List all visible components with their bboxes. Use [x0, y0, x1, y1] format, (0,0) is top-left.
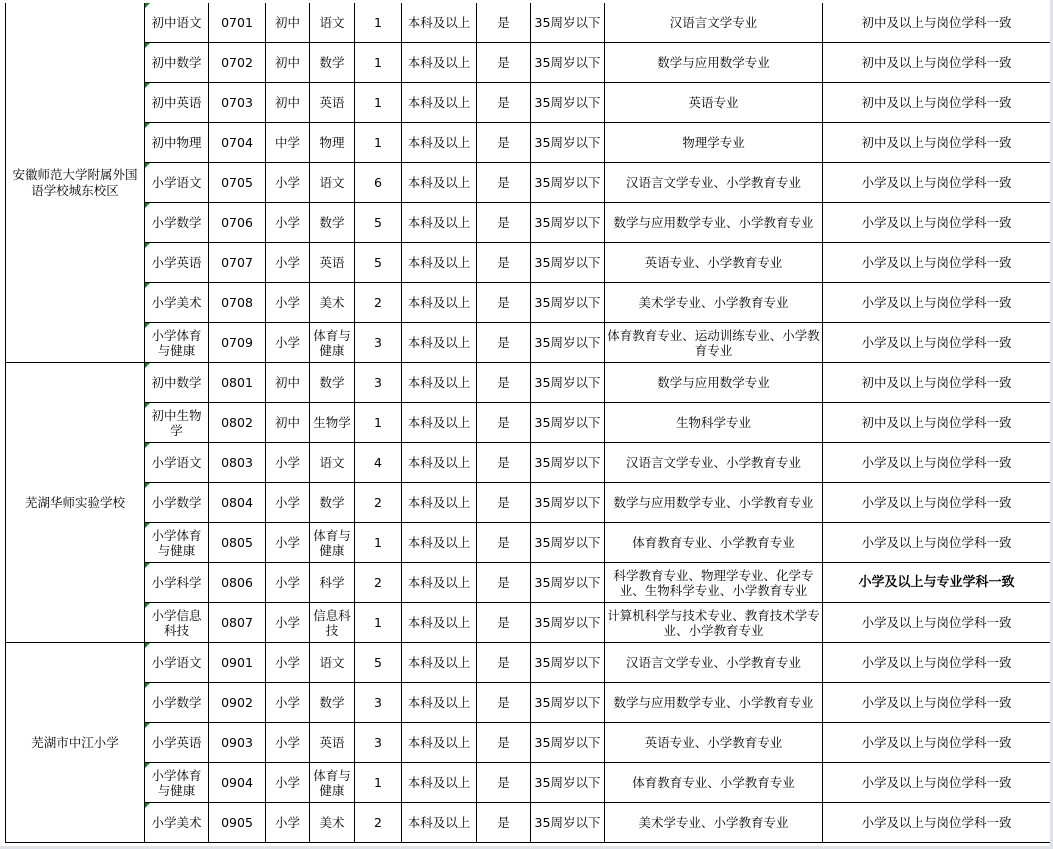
code-cell[interactable]: 0805 [209, 523, 266, 563]
age-cell[interactable]: 35周岁以下 [531, 643, 605, 683]
education-cell[interactable]: 本科及以上 [402, 283, 477, 323]
subject-cell[interactable]: 信息科技 [310, 603, 355, 643]
subject-cell[interactable]: 语文 [310, 3, 355, 43]
education-cell[interactable]: 本科及以上 [402, 43, 477, 83]
major-cell[interactable]: 数学与应用数学专业 [605, 43, 823, 83]
degree-cell[interactable]: 是 [477, 323, 531, 363]
code-cell[interactable]: 0705 [209, 163, 266, 203]
age-cell[interactable]: 35周岁以下 [531, 243, 605, 283]
certificate-cell[interactable]: 小学及以上与岗位学科一致 [823, 483, 1051, 523]
post-cell[interactable]: 小学体育与健康 [145, 763, 209, 803]
recruitment-table [5, 2, 1051, 843]
post-cell[interactable]: 初中物理 [145, 123, 209, 163]
level-cell[interactable]: 初中 [266, 3, 310, 43]
code-cell[interactable]: 0701 [209, 3, 266, 43]
age-cell[interactable]: 35周岁以下 [531, 43, 605, 83]
age-cell[interactable]: 35周岁以下 [531, 323, 605, 363]
subject-cell[interactable]: 数学 [310, 43, 355, 83]
certificate-cell[interactable]: 小学及以上与岗位学科一致 [823, 603, 1051, 643]
education-cell[interactable]: 本科及以上 [402, 403, 477, 443]
subject-cell[interactable]: 生物学 [310, 403, 355, 443]
subject-cell[interactable]: 英语 [310, 243, 355, 283]
education-cell[interactable]: 本科及以上 [402, 603, 477, 643]
count-cell[interactable]: 3 [355, 363, 402, 403]
major-cell[interactable]: 汉语言文学专业、小学教育专业 [605, 163, 823, 203]
post-cell[interactable]: 小学体育与健康 [145, 523, 209, 563]
certificate-cell[interactable]: 小学及以上与岗位学科一致 [823, 803, 1051, 843]
subject-cell[interactable]: 语文 [310, 163, 355, 203]
age-cell[interactable]: 35周岁以下 [531, 563, 605, 603]
certificate-cell[interactable]: 初中及以上与岗位学科一致 [823, 123, 1051, 163]
education-cell[interactable]: 本科及以上 [402, 563, 477, 603]
degree-cell[interactable]: 是 [477, 203, 531, 243]
major-cell[interactable]: 汉语言文学专业、小学教育专业 [605, 443, 823, 483]
education-cell[interactable]: 本科及以上 [402, 363, 477, 403]
education-cell[interactable]: 本科及以上 [402, 443, 477, 483]
level-cell[interactable]: 小学 [266, 763, 310, 803]
major-cell[interactable]: 英语专业 [605, 83, 823, 123]
degree-cell[interactable]: 是 [477, 443, 531, 483]
age-cell[interactable]: 35周岁以下 [531, 483, 605, 523]
code-cell[interactable]: 0904 [209, 763, 266, 803]
table-row [6, 243, 1051, 283]
subject-cell[interactable]: 数学 [310, 203, 355, 243]
level-cell[interactable]: 小学 [266, 283, 310, 323]
subject-cell[interactable]: 数学 [310, 363, 355, 403]
education-cell[interactable]: 本科及以上 [402, 323, 477, 363]
major-cell[interactable]: 汉语言文学专业、小学教育专业 [605, 643, 823, 683]
major-cell[interactable]: 数学与应用数学专业、小学教育专业 [605, 683, 823, 723]
education-cell[interactable]: 本科及以上 [402, 643, 477, 683]
degree-cell[interactable]: 是 [477, 763, 531, 803]
subject-cell[interactable]: 美术 [310, 803, 355, 843]
certificate-cell[interactable]: 小学及以上与岗位学科一致 [823, 523, 1051, 563]
post-cell[interactable]: 小学语文 [145, 643, 209, 683]
table-row [6, 83, 1051, 123]
code-cell[interactable]: 0706 [209, 203, 266, 243]
certificate-cell[interactable]: 小学及以上与岗位学科一致 [823, 243, 1051, 283]
code-cell[interactable]: 0707 [209, 243, 266, 283]
degree-cell[interactable]: 是 [477, 243, 531, 283]
school-name-cell[interactable]: 安徽师范大学附属外国语学校城东校区 [6, 3, 145, 363]
post-cell[interactable]: 初中生物学 [145, 403, 209, 443]
education-cell[interactable]: 本科及以上 [402, 723, 477, 763]
code-cell[interactable]: 0806 [209, 563, 266, 603]
count-cell[interactable]: 1 [355, 83, 402, 123]
subject-cell[interactable]: 物理 [310, 123, 355, 163]
certificate-cell[interactable]: 小学及以上与岗位学科一致 [823, 683, 1051, 723]
major-cell[interactable]: 美术学专业、小学教育专业 [605, 803, 823, 843]
code-cell[interactable]: 0901 [209, 643, 266, 683]
degree-cell[interactable]: 是 [477, 163, 531, 203]
count-cell[interactable]: 5 [355, 643, 402, 683]
level-cell[interactable]: 初中 [266, 43, 310, 83]
major-cell[interactable]: 英语专业、小学教育专业 [605, 723, 823, 763]
cut-off-header-edge [0, 0, 1053, 3]
table-row [6, 483, 1051, 523]
age-cell[interactable]: 35周岁以下 [531, 3, 605, 43]
table-row [6, 43, 1051, 83]
school-name-cell[interactable]: 芜湖华师实验学校 [6, 363, 145, 643]
code-cell[interactable]: 0702 [209, 43, 266, 83]
post-cell[interactable]: 小学科学 [145, 563, 209, 603]
age-cell[interactable]: 35周岁以下 [531, 163, 605, 203]
post-cell[interactable]: 小学体育与健康 [145, 323, 209, 363]
subject-cell[interactable]: 数学 [310, 683, 355, 723]
degree-cell[interactable]: 是 [477, 83, 531, 123]
major-cell[interactable]: 体育教育专业、运动训练专业、小学教育专业 [605, 323, 823, 363]
count-cell[interactable]: 2 [355, 483, 402, 523]
education-cell[interactable]: 本科及以上 [402, 683, 477, 723]
subject-cell[interactable]: 语文 [310, 443, 355, 483]
degree-cell[interactable]: 是 [477, 803, 531, 843]
post-cell[interactable]: 小学美术 [145, 283, 209, 323]
degree-cell[interactable]: 是 [477, 43, 531, 83]
post-cell[interactable]: 初中英语 [145, 83, 209, 123]
education-cell[interactable]: 本科及以上 [402, 203, 477, 243]
post-cell[interactable]: 小学美术 [145, 803, 209, 843]
table-row [6, 443, 1051, 483]
code-cell[interactable]: 0708 [209, 283, 266, 323]
degree-cell[interactable]: 是 [477, 723, 531, 763]
major-cell[interactable]: 生物科学专业 [605, 403, 823, 443]
major-cell[interactable]: 计算机科学与技术专业、教育技术学专业、小学教育专业 [605, 603, 823, 643]
level-cell[interactable]: 小学 [266, 243, 310, 283]
age-cell[interactable]: 35周岁以下 [531, 283, 605, 323]
certificate-cell[interactable]: 小学及以上与岗位学科一致 [823, 203, 1051, 243]
subject-cell[interactable]: 体育与健康 [310, 323, 355, 363]
degree-cell[interactable]: 是 [477, 683, 531, 723]
count-cell[interactable]: 3 [355, 323, 402, 363]
subject-cell[interactable]: 英语 [310, 83, 355, 123]
age-cell[interactable]: 35周岁以下 [531, 803, 605, 843]
post-cell[interactable]: 小学数学 [145, 683, 209, 723]
certificate-cell[interactable]: 初中及以上与岗位学科一致 [823, 3, 1051, 43]
age-cell[interactable]: 35周岁以下 [531, 203, 605, 243]
degree-cell[interactable]: 是 [477, 603, 531, 643]
level-cell[interactable]: 中学 [266, 123, 310, 163]
education-cell[interactable]: 本科及以上 [402, 83, 477, 123]
certificate-cell[interactable]: 小学及以上与岗位学科一致 [823, 443, 1051, 483]
subject-cell[interactable]: 体育与健康 [310, 763, 355, 803]
post-cell[interactable]: 初中语文 [145, 3, 209, 43]
level-cell[interactable]: 小学 [266, 163, 310, 203]
table-row [6, 123, 1051, 163]
count-cell[interactable]: 3 [355, 683, 402, 723]
education-cell[interactable]: 本科及以上 [402, 763, 477, 803]
count-cell[interactable]: 1 [355, 603, 402, 643]
subject-cell[interactable]: 体育与健康 [310, 523, 355, 563]
level-cell[interactable]: 小学 [266, 483, 310, 523]
education-cell[interactable]: 本科及以上 [402, 483, 477, 523]
count-cell[interactable]: 1 [355, 123, 402, 163]
post-cell[interactable]: 小学数学 [145, 483, 209, 523]
count-cell[interactable]: 5 [355, 243, 402, 283]
post-cell[interactable]: 小学语文 [145, 163, 209, 203]
certificate-cell[interactable]: 初中及以上与岗位学科一致 [823, 403, 1051, 443]
major-cell[interactable]: 英语专业、小学教育专业 [605, 243, 823, 283]
degree-cell[interactable]: 是 [477, 523, 531, 563]
degree-cell[interactable]: 是 [477, 123, 531, 163]
level-cell[interactable]: 小学 [266, 203, 310, 243]
post-cell[interactable]: 小学英语 [145, 243, 209, 283]
table-row [6, 603, 1051, 643]
age-cell[interactable]: 35周岁以下 [531, 763, 605, 803]
age-cell[interactable]: 35周岁以下 [531, 723, 605, 763]
major-cell[interactable]: 数学与应用数学专业、小学教育专业 [605, 483, 823, 523]
count-cell[interactable]: 6 [355, 163, 402, 203]
certificate-cell[interactable]: 小学及以上与专业学科一致 [823, 563, 1051, 603]
certificate-cell[interactable]: 小学及以上与岗位学科一致 [823, 643, 1051, 683]
count-cell[interactable]: 1 [355, 523, 402, 563]
level-cell[interactable]: 小学 [266, 443, 310, 483]
education-cell[interactable]: 本科及以上 [402, 523, 477, 563]
table-row [6, 803, 1051, 843]
level-cell[interactable]: 小学 [266, 323, 310, 363]
level-cell[interactable]: 小学 [266, 603, 310, 643]
code-cell[interactable]: 0802 [209, 403, 266, 443]
degree-cell[interactable]: 是 [477, 3, 531, 43]
code-cell[interactable]: 0903 [209, 723, 266, 763]
subject-cell[interactable]: 语文 [310, 643, 355, 683]
post-cell[interactable]: 初中数学 [145, 363, 209, 403]
table-row [6, 723, 1051, 763]
table-row [6, 203, 1051, 243]
level-cell[interactable]: 初中 [266, 83, 310, 123]
age-cell[interactable]: 35周岁以下 [531, 683, 605, 723]
level-cell[interactable]: 初中 [266, 363, 310, 403]
education-cell[interactable]: 本科及以上 [402, 3, 477, 43]
table-body [6, 3, 1051, 843]
table-row [6, 683, 1051, 723]
post-cell[interactable]: 小学信息科技 [145, 603, 209, 643]
major-cell[interactable]: 数学与应用数学专业 [605, 363, 823, 403]
age-cell[interactable]: 35周岁以下 [531, 603, 605, 643]
count-cell[interactable]: 2 [355, 563, 402, 603]
major-cell[interactable]: 科学教育专业、物理学专业、化学专业、生物科学专业、小学教育专业 [605, 563, 823, 603]
subject-cell[interactable]: 英语 [310, 723, 355, 763]
table-row [6, 283, 1051, 323]
certificate-cell[interactable]: 小学及以上与岗位学科一致 [823, 163, 1051, 203]
table-row [6, 163, 1051, 203]
age-cell[interactable]: 35周岁以下 [531, 403, 605, 443]
school-name-cell[interactable]: 芜湖市中江小学 [6, 643, 145, 843]
degree-cell[interactable]: 是 [477, 403, 531, 443]
code-cell[interactable]: 0804 [209, 483, 266, 523]
age-cell[interactable]: 35周岁以下 [531, 123, 605, 163]
count-cell[interactable]: 1 [355, 403, 402, 443]
age-cell[interactable]: 35周岁以下 [531, 443, 605, 483]
degree-cell[interactable]: 是 [477, 283, 531, 323]
count-cell[interactable]: 1 [355, 763, 402, 803]
degree-cell[interactable]: 是 [477, 643, 531, 683]
age-cell[interactable]: 35周岁以下 [531, 363, 605, 403]
level-cell[interactable]: 小学 [266, 523, 310, 563]
age-cell[interactable]: 35周岁以下 [531, 83, 605, 123]
count-cell[interactable]: 4 [355, 443, 402, 483]
level-cell[interactable]: 小学 [266, 723, 310, 763]
certificate-cell[interactable]: 初中及以上与岗位学科一致 [823, 43, 1051, 83]
major-cell[interactable]: 美术学专业、小学教育专业 [605, 283, 823, 323]
code-cell[interactable]: 0704 [209, 123, 266, 163]
count-cell[interactable]: 5 [355, 203, 402, 243]
certificate-cell[interactable]: 初中及以上与岗位学科一致 [823, 363, 1051, 403]
certificate-cell[interactable]: 小学及以上与岗位学科一致 [823, 763, 1051, 803]
subject-cell[interactable]: 数学 [310, 483, 355, 523]
table-row [6, 363, 1051, 403]
code-cell[interactable]: 0905 [209, 803, 266, 843]
code-cell[interactable]: 0709 [209, 323, 266, 363]
level-cell[interactable]: 小学 [266, 563, 310, 603]
count-cell[interactable]: 2 [355, 283, 402, 323]
count-cell[interactable]: 3 [355, 723, 402, 763]
major-cell[interactable]: 数学与应用数学专业、小学教育专业 [605, 203, 823, 243]
count-cell[interactable]: 2 [355, 803, 402, 843]
level-cell[interactable]: 初中 [266, 403, 310, 443]
table-row [6, 403, 1051, 443]
code-cell[interactable]: 0703 [209, 83, 266, 123]
post-cell[interactable]: 小学语文 [145, 443, 209, 483]
certificate-cell[interactable]: 小学及以上与岗位学科一致 [823, 323, 1051, 363]
certificate-cell[interactable]: 小学及以上与岗位学科一致 [823, 283, 1051, 323]
major-cell[interactable]: 汉语言文学专业 [605, 3, 823, 43]
post-cell[interactable]: 小学英语 [145, 723, 209, 763]
level-cell[interactable]: 小学 [266, 683, 310, 723]
code-cell[interactable]: 0902 [209, 683, 266, 723]
certificate-cell[interactable]: 初中及以上与岗位学科一致 [823, 83, 1051, 123]
post-cell[interactable]: 初中数学 [145, 43, 209, 83]
degree-cell[interactable]: 是 [477, 363, 531, 403]
certificate-cell[interactable]: 小学及以上与岗位学科一致 [823, 723, 1051, 763]
table-row [6, 563, 1051, 603]
education-cell[interactable]: 本科及以上 [402, 243, 477, 283]
code-cell[interactable]: 0801 [209, 363, 266, 403]
subject-cell[interactable]: 美术 [310, 283, 355, 323]
education-cell[interactable]: 本科及以上 [402, 803, 477, 843]
level-cell[interactable]: 小学 [266, 643, 310, 683]
count-cell[interactable]: 1 [355, 3, 402, 43]
subject-cell[interactable]: 科学 [310, 563, 355, 603]
table-row [6, 3, 1051, 43]
code-cell[interactable]: 0807 [209, 603, 266, 643]
degree-cell[interactable]: 是 [477, 563, 531, 603]
count-cell[interactable]: 1 [355, 43, 402, 83]
table-row [6, 523, 1051, 563]
table-row [6, 763, 1051, 803]
table-row [6, 323, 1051, 363]
degree-cell[interactable]: 是 [477, 483, 531, 523]
table-row [6, 643, 1051, 683]
education-cell[interactable]: 本科及以上 [402, 163, 477, 203]
post-cell[interactable]: 小学数学 [145, 203, 209, 243]
code-cell[interactable]: 0803 [209, 443, 266, 483]
education-cell[interactable]: 本科及以上 [402, 123, 477, 163]
major-cell[interactable]: 体育教育专业、小学教育专业 [605, 523, 823, 563]
major-cell[interactable]: 体育教育专业、小学教育专业 [605, 763, 823, 803]
level-cell[interactable]: 小学 [266, 803, 310, 843]
major-cell[interactable]: 物理学专业 [605, 123, 823, 163]
age-cell[interactable]: 35周岁以下 [531, 523, 605, 563]
